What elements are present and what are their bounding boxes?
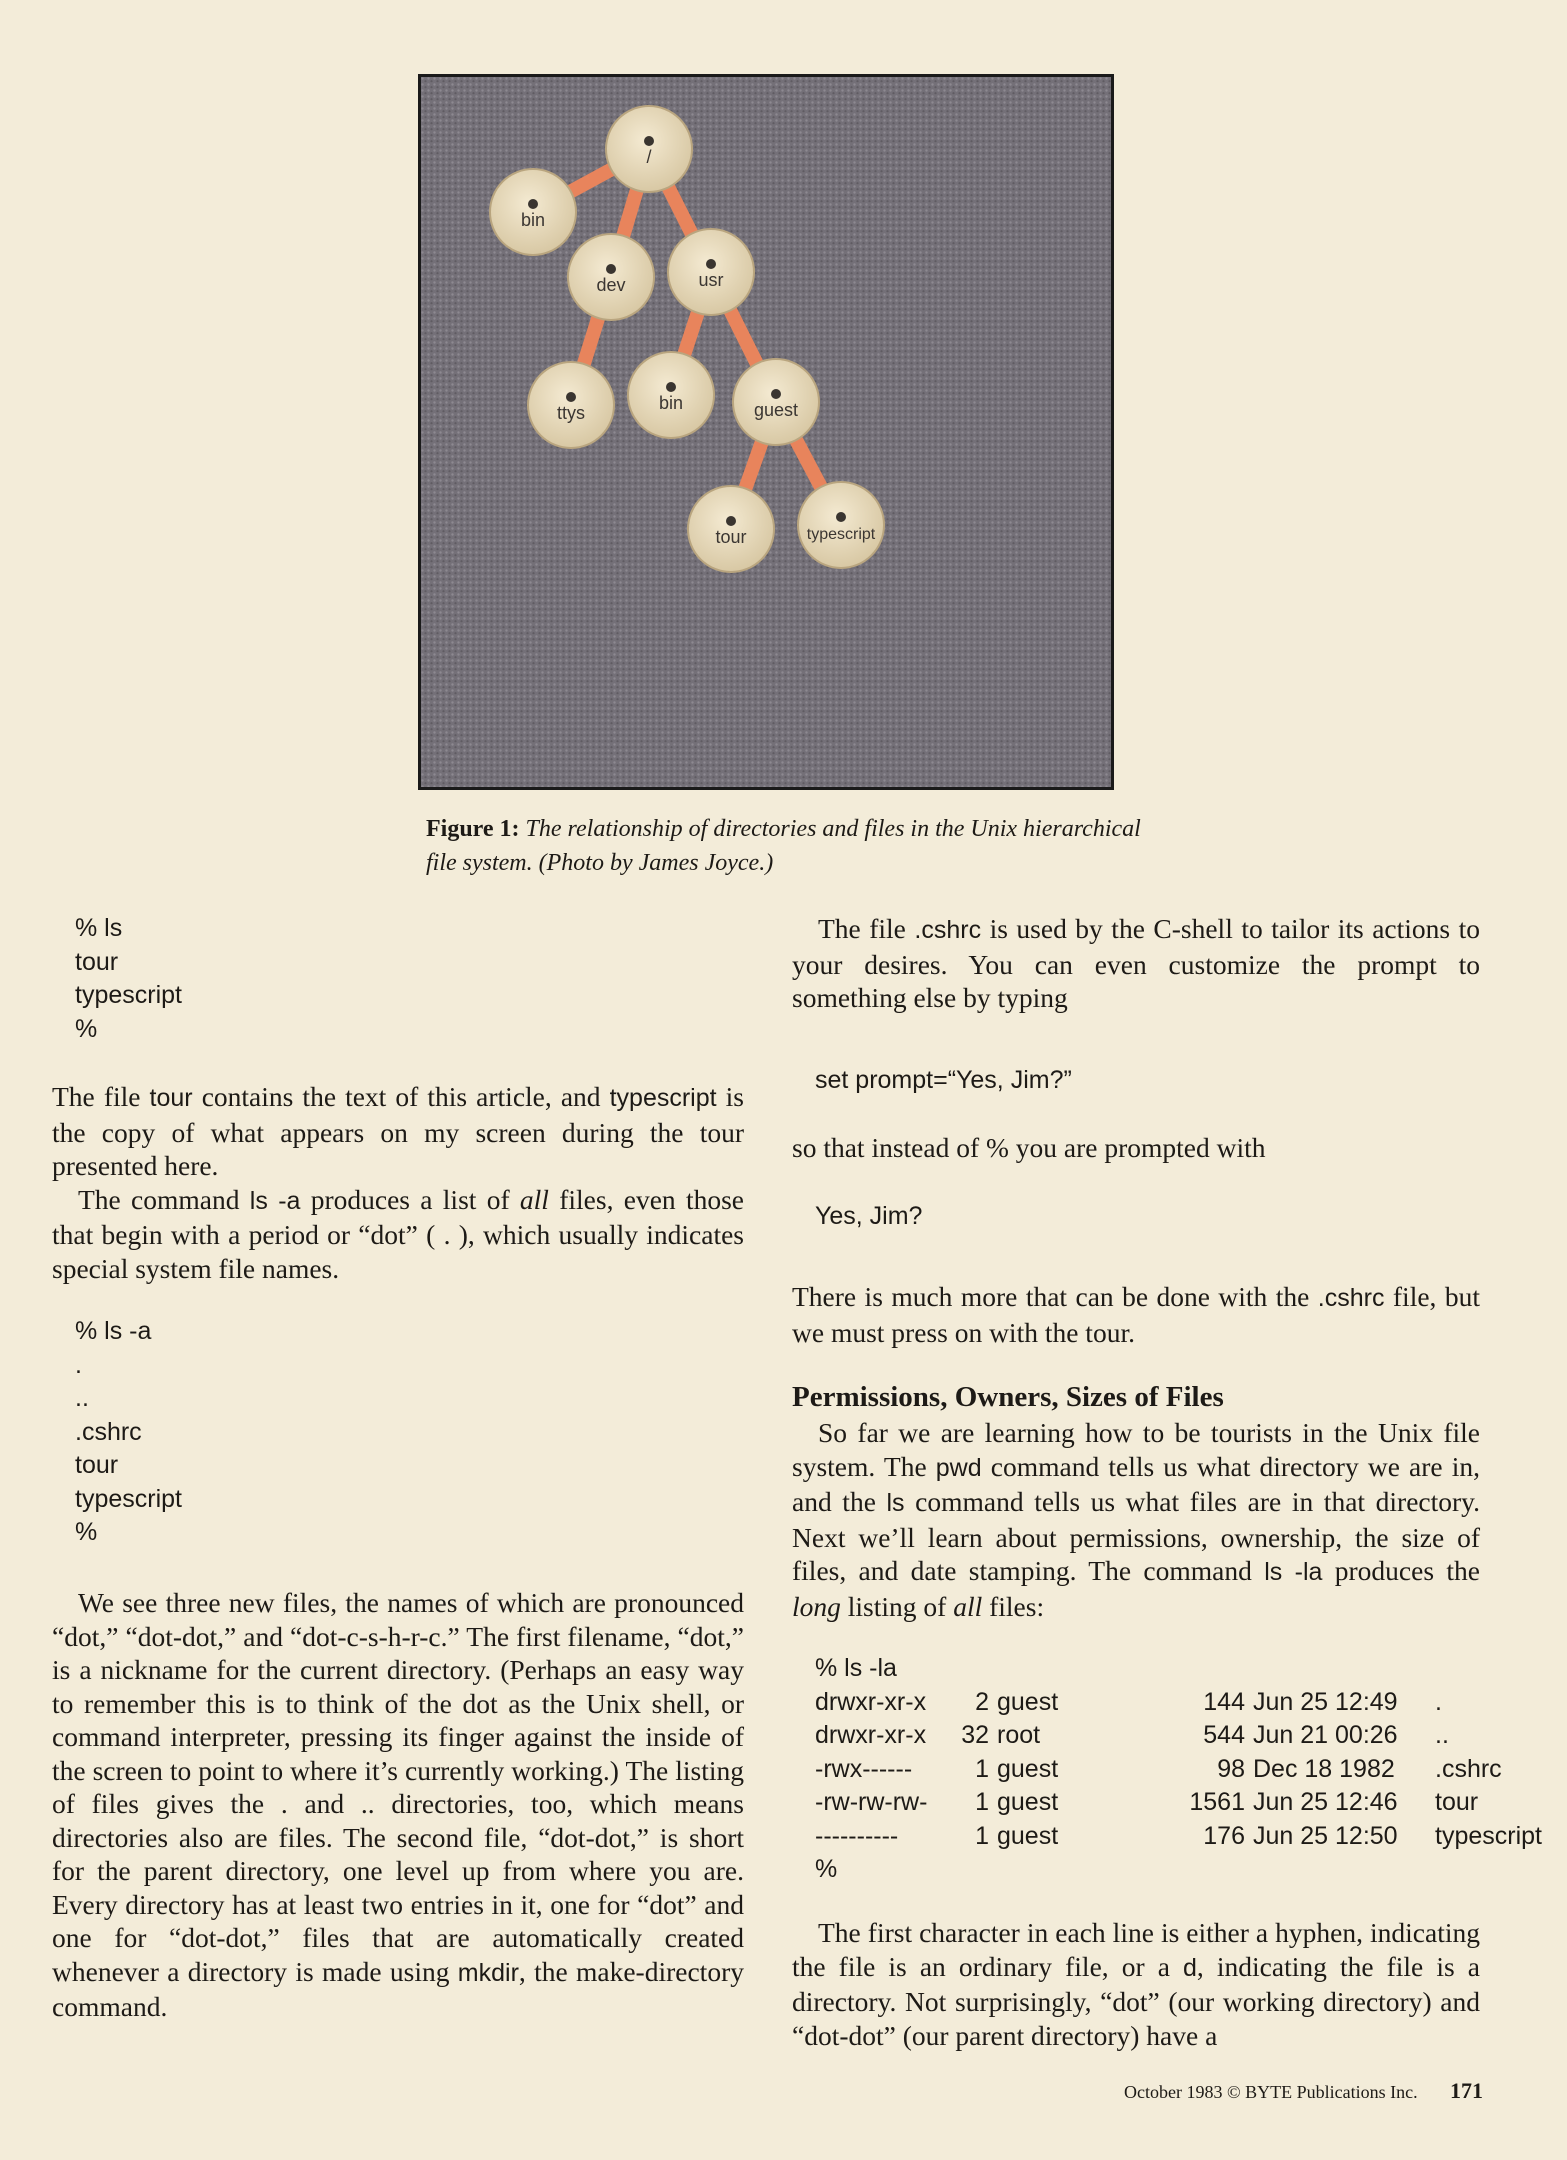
inline-code: pwd	[935, 1453, 982, 1482]
text: listing of	[840, 1590, 954, 1622]
code-line: .	[75, 1350, 82, 1379]
directory-tree-illustration	[421, 77, 1111, 787]
listing-row	[815, 1820, 1555, 1854]
caption-label: Figure 1:	[426, 816, 520, 842]
listing-cell-links: 1	[975, 1788, 989, 1817]
paragraph	[52, 1586, 744, 2024]
page-number: 171	[1450, 2078, 1483, 2103]
listing-cell-date: Jun 21 00:26	[1253, 1721, 1398, 1750]
text: command tells us what files are in that directory. Next we’ll learn about permissions, ownership, the size of files, and date stamping. The command	[792, 1486, 1480, 1586]
inline-code: mkdir	[457, 1958, 519, 1987]
inline-code: d	[1183, 1953, 1197, 1982]
text: command tells us what directory we are in, and the	[792, 1450, 1480, 1517]
text: The first character in each line is either a hyphen, indicating the file is an ordinary file, or a	[792, 1917, 1480, 1982]
listing-row	[815, 1786, 1555, 1820]
listing-cell-date: Dec 18 1982	[1253, 1754, 1395, 1783]
listing-cell-links: 1	[975, 1821, 989, 1850]
figure-caption	[426, 812, 1146, 880]
paragraph	[52, 1183, 744, 1286]
text: The command	[78, 1183, 250, 1215]
code-line: tour	[75, 1451, 119, 1479]
inline-code: .cshrc	[914, 916, 982, 944]
text: contains the text of this article, and	[192, 1081, 610, 1112]
paragraph	[792, 1916, 1480, 2052]
emphasis: long	[792, 1590, 841, 1622]
code-line: .cshrc	[75, 1417, 142, 1446]
tree-node-tour	[688, 486, 774, 572]
inline-code: ls -a	[249, 1186, 301, 1215]
right-column-text-4	[792, 1416, 1480, 1623]
paragraph	[792, 1416, 1480, 1623]
text: So far we are learning how to be tourists in the Unix file system. The	[792, 1417, 1480, 1482]
listing-cell-name: ..	[1435, 1721, 1449, 1750]
tree-node-dev	[568, 234, 654, 320]
code-line: %	[75, 1014, 98, 1043]
listing-cell-owner: guest	[997, 1687, 1059, 1716]
listing-row	[815, 1753, 1555, 1787]
paragraph	[52, 1080, 744, 1183]
listing-cell-links: 1	[975, 1754, 989, 1783]
ls-la-listing	[815, 1652, 1555, 1887]
paragraph	[792, 912, 1480, 1015]
section-heading: Permissions, Owners, Sizes of Files	[792, 1381, 1224, 1413]
ls-a-output-block	[75, 1315, 182, 1550]
listing-command: % ls -la	[815, 1654, 897, 1682]
text: , indicating the file is a directory. Not surprisingly, “dot” (our working directory) and “dot-dot” (our parent directory) have a	[792, 1950, 1480, 2051]
listing-cell-owner: guest	[997, 1754, 1059, 1783]
tree-node-guest	[733, 359, 819, 445]
listing-cell-size: 1561	[1189, 1788, 1245, 1817]
listing-cell-perm: ----------	[815, 1821, 899, 1850]
emphasis: all	[953, 1590, 983, 1622]
listing-cell-owner: guest	[997, 1821, 1059, 1850]
text: produces a list of	[300, 1183, 520, 1215]
listing-cell-name: .cshrc	[1435, 1754, 1502, 1783]
listing-cell-name: .	[1435, 1687, 1442, 1716]
code-line: ..	[75, 1384, 89, 1412]
listing-cell-size: 544	[1203, 1721, 1245, 1750]
tree-node-label: dev	[596, 275, 626, 295]
tree-node-bin	[628, 352, 714, 438]
inline-code: ls	[886, 1489, 905, 1517]
listing-prompt: %	[815, 1855, 838, 1883]
listing-table	[815, 1686, 1555, 1854]
tree-node-label: ttys	[556, 403, 586, 423]
text: , the make-directory command.	[52, 1955, 744, 2022]
listing-cell-owner: guest	[997, 1788, 1059, 1817]
text: We see three new files, the names of which are pronounced “dot,” “dot-dot,” and “dot-c-s-h-r-c.” The first filename, “dot,” is a nickname for the current directory. (Perhaps an easy way to remember this is to think of the dot as the Unix shell, or command interpreter, pressing its finger against the inside of the screen to point to where it’s currently working.) The listing of files gives the . and .. directories, too, which means directories also are files. The second file, “dot-dot,” is short for the parent directory, one level up from where you are. Every directory has at least two entries in it, one for “dot” and one for “dot-dot,” files that are automatically created whenever a directory is made using	[52, 1587, 744, 1987]
left-column-text-2	[52, 1586, 744, 2024]
emphasis: all	[519, 1183, 549, 1215]
text: The file	[52, 1081, 150, 1112]
tree-node-label: /	[646, 147, 652, 167]
footer-credit: October 1983 © BYTE Publications Inc.	[1124, 2082, 1418, 2102]
listing-cell-date: Jun 25 12:49	[1253, 1687, 1398, 1716]
code-line: % ls	[75, 914, 123, 942]
code-line: tour	[75, 947, 119, 976]
tree-node-label: guest	[753, 400, 799, 420]
text: The file	[818, 913, 915, 944]
right-column-text-2	[792, 1131, 1480, 1165]
paragraph: so that instead of % you are prompted with	[792, 1132, 1266, 1163]
listing-cell-perm: drwxr-xr-x	[815, 1687, 927, 1716]
right-column-text-5	[792, 1916, 1480, 2052]
listing-cell-size: 98	[1217, 1754, 1245, 1783]
text: files, even those that begin with a period or “dot” ( . ), which usually indicates special system file names.	[52, 1183, 744, 1284]
listing-row	[815, 1686, 1555, 1720]
figure-photo	[418, 74, 1114, 790]
tree-node-label: usr	[698, 270, 724, 290]
paragraph	[792, 1280, 1480, 1349]
tree-node-label: typescript	[806, 526, 876, 543]
tree-node-typescript	[798, 482, 884, 568]
set-prompt-code	[815, 1064, 1072, 1098]
inline-code: typescript	[609, 1084, 717, 1112]
tree-node-usr	[668, 229, 754, 315]
text: files:	[982, 1590, 1045, 1622]
tree-node-bin	[490, 169, 576, 255]
listing-cell-links: 2	[975, 1687, 989, 1716]
listing-cell-links: 32	[961, 1721, 989, 1750]
caption-text: The relationship of directories and files in the Unix hierarchical file system. (Photo by James Joyce.)	[426, 816, 1141, 876]
ls-output-block	[75, 912, 182, 1046]
right-column-text-3	[792, 1280, 1480, 1349]
inline-code: ls -la	[1264, 1558, 1323, 1586]
code-line: set prompt=“Yes, Jim?”	[815, 1066, 1072, 1094]
code-line: % ls -a	[75, 1317, 152, 1345]
text: produces the	[1322, 1555, 1480, 1586]
listing-cell-perm: -rw-rw-rw-	[815, 1788, 928, 1817]
listing-cell-owner: root	[997, 1721, 1041, 1750]
inline-code: .cshrc	[1317, 1284, 1385, 1312]
yes-jim-code	[815, 1200, 922, 1234]
tree-node-ttys	[528, 362, 614, 448]
text: There is much more that can be done with the	[792, 1281, 1318, 1312]
code-line: typescript	[75, 981, 182, 1009]
listing-cell-size: 144	[1203, 1687, 1245, 1716]
text: file, but we must press on with the tour.	[792, 1281, 1480, 1348]
listing-cell-size: 176	[1203, 1821, 1245, 1850]
listing-cell-name: tour	[1435, 1788, 1479, 1817]
tree-node-root	[606, 106, 692, 192]
text: is the copy of what appears on my screen during the tour presented here.	[52, 1081, 744, 1181]
text: is used by the C-shell to tailor its actions to your desires. You can even customize the prompt to something else by typing	[792, 913, 1480, 1013]
tree-node-label: bin	[520, 210, 546, 230]
code-line: typescript	[75, 1484, 182, 1513]
listing-cell-perm: -rwx------	[815, 1754, 913, 1783]
listing-cell-perm: drwxr-xr-x	[815, 1721, 927, 1750]
listing-cell-date: Jun 25 12:46	[1253, 1788, 1398, 1817]
left-column-text-1	[52, 1080, 744, 1285]
inline-code: tour	[149, 1084, 193, 1112]
listing-cell-date: Jun 25 12:50	[1253, 1821, 1398, 1850]
listing-row	[815, 1719, 1555, 1753]
tree-node-label: bin	[658, 393, 684, 413]
code-line: %	[75, 1518, 98, 1546]
tree-node-label: tour	[715, 527, 747, 547]
right-column-text-1	[792, 912, 1480, 1015]
listing-cell-name: typescript	[1435, 1821, 1542, 1850]
code-line: Yes, Jim?	[815, 1202, 923, 1230]
